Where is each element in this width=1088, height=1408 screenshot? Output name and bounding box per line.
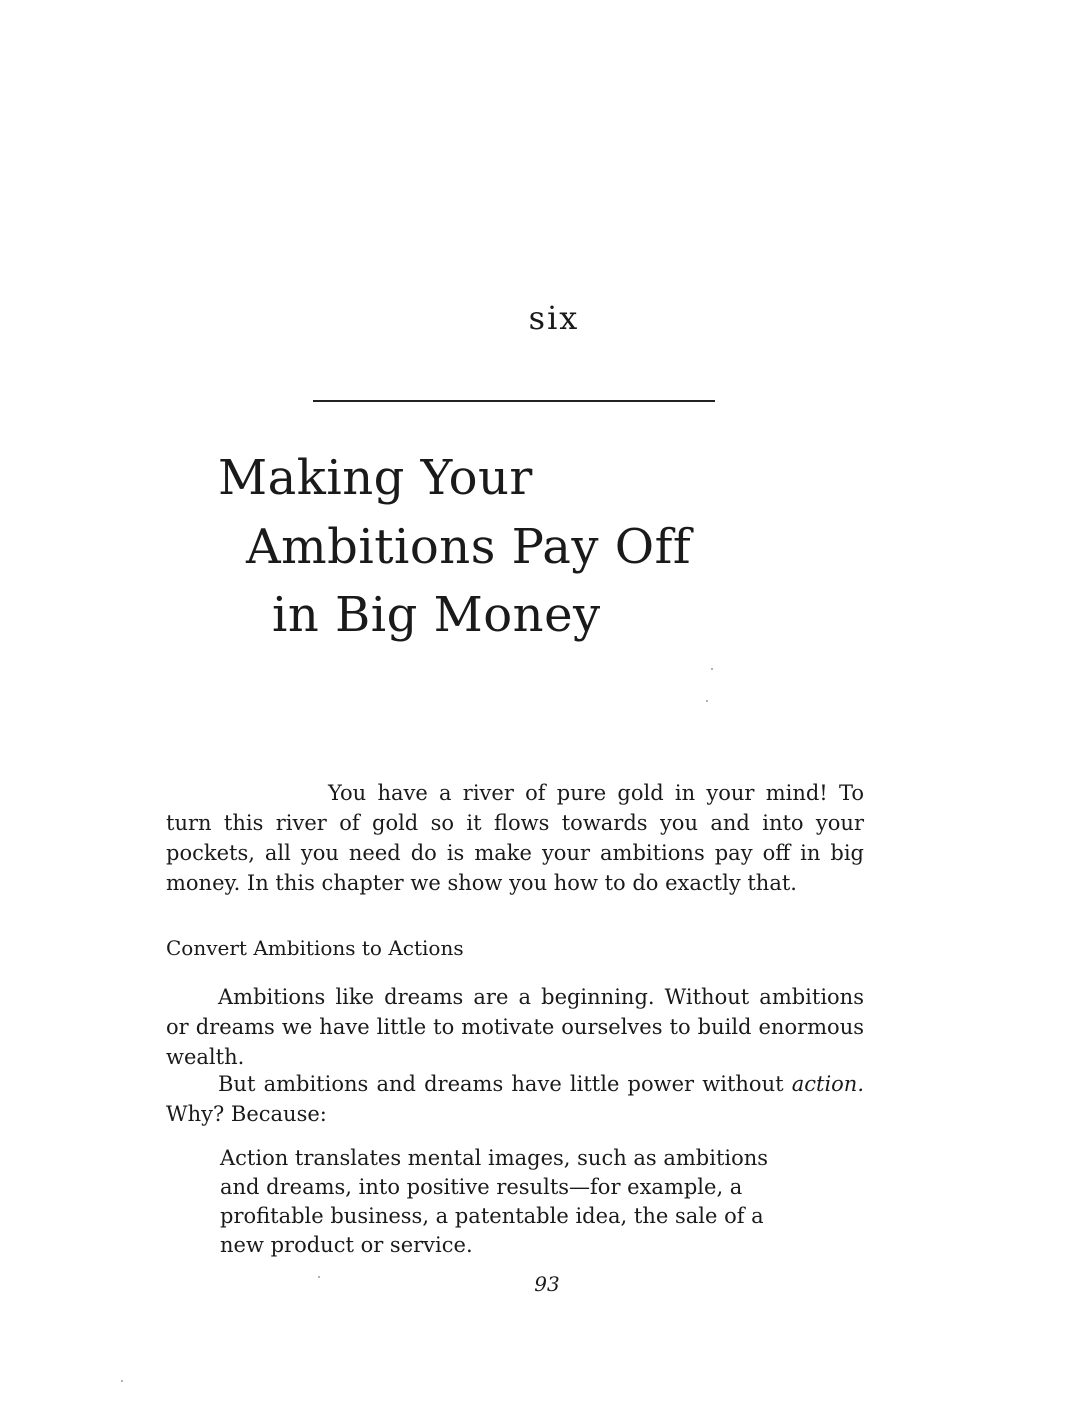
chapter-title-line-2: Ambitions Pay Off bbox=[246, 519, 692, 575]
intro-paragraph: You have a river of pure gold in your mind! To turn this river of gold so it flows towards you and into your pockets, all you need do is make your ambitions pay off in big money. In this chapter we show you how to do exactly that. bbox=[166, 781, 864, 895]
paragraph-2-emphasis: action. bbox=[791, 1072, 864, 1096]
section-paragraph-1: Ambitions like dreams are a beginning. Without ambitions or dreams we have little to motivate ourselves to build enormous wealth. bbox=[166, 985, 864, 1069]
section-heading: Convert Ambitions to Actions bbox=[166, 936, 464, 960]
section-paragraph-2 bbox=[166, 1069, 864, 1129]
scan-speck bbox=[711, 668, 713, 670]
page-number: 93 bbox=[534, 1272, 560, 1296]
paragraph-2-suffix: Why? Because: bbox=[166, 1102, 327, 1126]
scan-speck bbox=[121, 1380, 123, 1382]
scan-speck bbox=[318, 1276, 320, 1278]
chapter-title-line-3: in Big Money bbox=[272, 587, 601, 643]
chapter-divider-rule bbox=[313, 400, 715, 402]
paragraph-2-prefix: But ambitions and dreams have little power without bbox=[218, 1072, 792, 1096]
block-quote: Action translates mental images, such as ambitions and dreams, into positive results—for example, a profitable business, a patentable idea, the sale of a new product or service. bbox=[220, 1146, 769, 1257]
chapter-title-line-1: Making Your bbox=[218, 450, 533, 506]
scan-speck bbox=[706, 700, 708, 702]
chapter-number: six bbox=[528, 299, 580, 337]
